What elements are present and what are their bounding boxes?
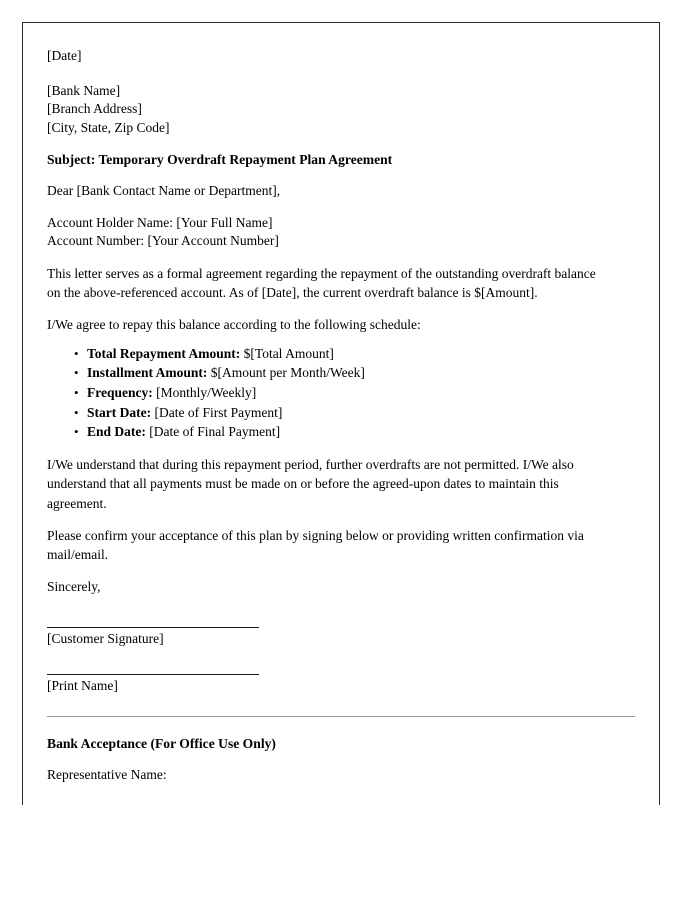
schedule-lead-in: I/We agree to repay this balance according to the following schedule: [47, 317, 421, 333]
print-name-caption: [Print Name] [47, 678, 118, 694]
schedule-item-value: $[Total Amount] [243, 345, 334, 361]
spacer [47, 201, 633, 214]
schedule-item-value: [Date of First Payment] [154, 404, 283, 420]
list-item [87, 383, 633, 403]
letter-body [23, 23, 659, 785]
schedule-item-value: [Monthly/Weekly] [156, 384, 257, 400]
closing-salutation: Sincerely, [47, 578, 101, 594]
schedule-item-label: Installment Amount: [87, 365, 208, 381]
date-placeholder: [Date] [47, 48, 82, 63]
account-holder-name-line: Account Holder Name: [Your Full Name] [47, 214, 273, 230]
spacer [47, 565, 633, 578]
spacer [47, 596, 633, 627]
recipient-bank-name: [Bank Name] [47, 82, 121, 98]
spacer [47, 251, 633, 264]
terms-paragraph: I/We understand that during this repayment period, further overdrafts are not permitted. I/We also understand that all payments must be made on or before the agreed-upon dates to maintain this agreement. [47, 456, 574, 511]
spacer [47, 335, 633, 344]
confirmation-paragraph: Please confirm your acceptance of this plan by signing below or providing written confirmation via mail/email. [47, 527, 584, 563]
spacer [47, 442, 633, 455]
schedule-item-label: Frequency: [87, 384, 153, 400]
representative-name-label: Representative Name: [47, 767, 167, 783]
spacer [47, 302, 633, 315]
list-item [87, 403, 633, 423]
spacer [47, 648, 633, 674]
recipient-branch-address: [Branch Address] [47, 101, 142, 116]
bank-acceptance-heading: Bank Acceptance (For Office Use Only) [47, 736, 276, 752]
customer-signature-caption: [Customer Signature] [47, 631, 164, 647]
list-item [87, 344, 633, 364]
spacer [47, 753, 633, 766]
list-item [87, 363, 633, 383]
account-number-line: Account Number: [Your Account Number] [47, 233, 279, 248]
spacer [47, 137, 633, 150]
schedule-item-label: Total Repayment Amount: [87, 345, 241, 361]
spacer [47, 169, 633, 182]
schedule-item-value: [Date of Final Payment] [149, 424, 281, 440]
spacer [47, 717, 633, 734]
schedule-item-label: Start Date: [87, 404, 152, 420]
letter-page [22, 22, 660, 805]
spacer [47, 513, 633, 526]
salutation: Dear [Bank Contact Name or Department], [47, 183, 281, 198]
spacer [47, 66, 633, 82]
spacer [47, 695, 633, 716]
repayment-schedule-list [47, 344, 633, 442]
list-item [87, 422, 633, 442]
recipient-city-state-zip: [City, State, Zip Code] [47, 119, 170, 135]
subject-heading: Subject: Temporary Overdraft Repayment Plan Agreement [47, 152, 393, 167]
schedule-item-label: End Date: [87, 424, 146, 440]
schedule-item-value: $[Amount per Month/Week] [210, 365, 365, 381]
intro-paragraph: This letter serves as a formal agreement regarding the repayment of the outstanding overdraft balance on the above-referenced account. As of [Date], the current overdraft balance is $[Amount]. [47, 265, 596, 300]
